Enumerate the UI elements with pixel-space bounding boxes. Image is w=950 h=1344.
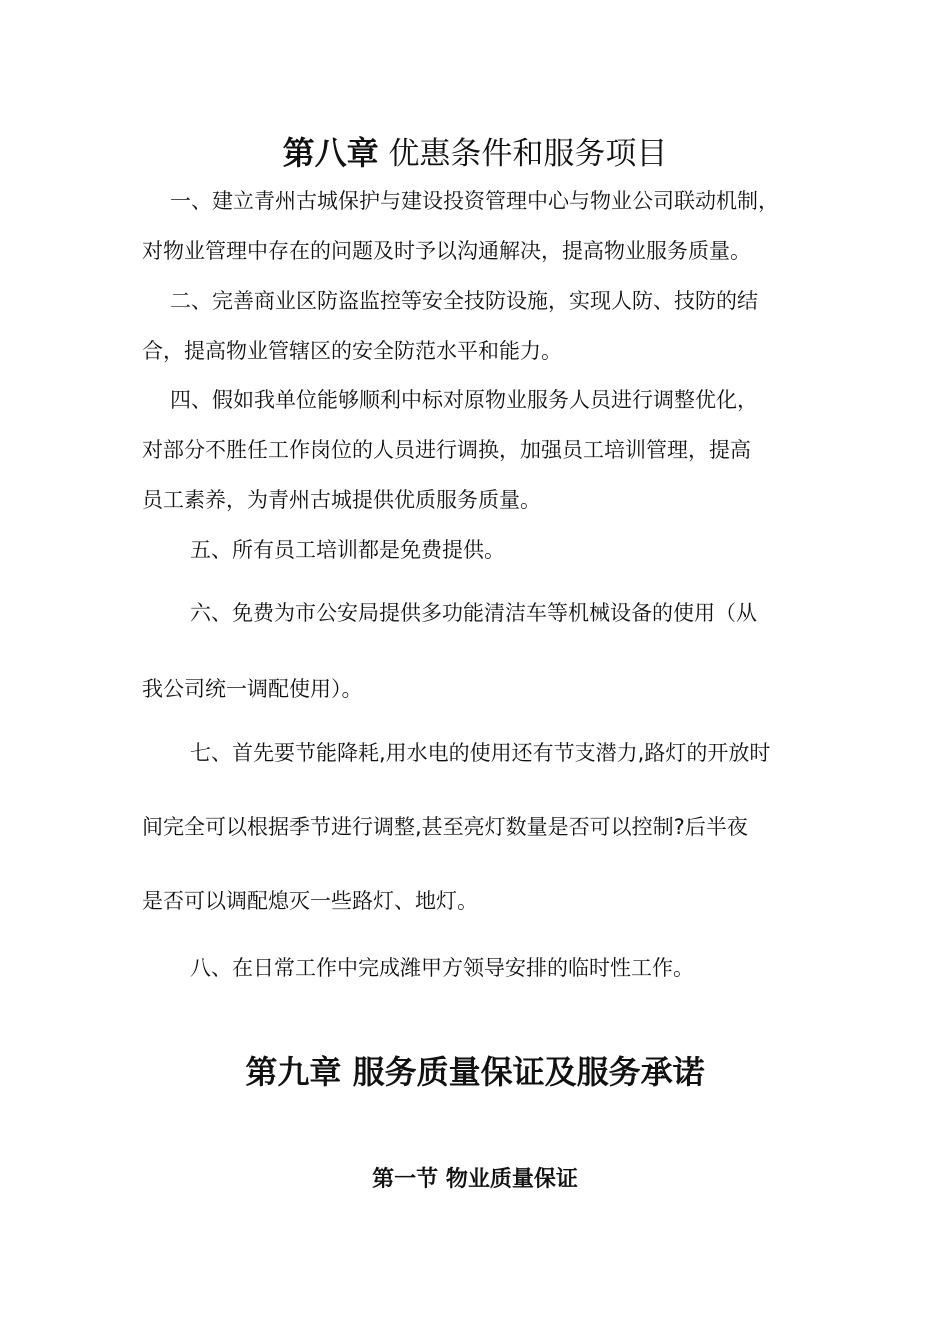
paragraph-line: 六、免费为市公安局提供多功能清洁车等机械设备的使用（从 bbox=[190, 601, 757, 625]
paragraph-line: 合，提高物业管辖区的安全防范水平和能力。 bbox=[142, 339, 562, 363]
paragraph-line: 员工素养，为青州古城提供优质服务质量。 bbox=[142, 488, 541, 512]
paragraph-line: 四、假如我单位能够顺利中标对原物业服务人员进行调整优化， bbox=[170, 388, 758, 412]
chapter-9-heading: 第九章 服务质量保证及服务承诺 bbox=[245, 1053, 705, 1091]
chapter-8-heading bbox=[0, 128, 950, 174]
paragraph-line: 一、建立青州古城保护与建设投资管理中心与物业公司联动机制， bbox=[170, 189, 779, 213]
paragraph-line: 对部分不胜任工作岗位的人员进行调换，加强员工培训管理，提高 bbox=[142, 438, 751, 462]
paragraph-line: 我公司统一调配使用）。 bbox=[142, 677, 363, 701]
paragraph-line: 间完全可以根据季节进行调整,甚至亮灯数量是否可以控制?后半夜 bbox=[142, 815, 748, 839]
paragraph-line: 二、完善商业区防盗监控等安全技防设施，实现人防、技防的结 bbox=[170, 289, 758, 313]
paragraph-line: 七、首先要节能降耗,用水电的使用还有节支潜力,路灯的开放时 bbox=[190, 741, 771, 765]
section-1-heading: 第一节 物业质量保证 bbox=[372, 1167, 578, 1192]
chapter-8-number: 第八章 bbox=[282, 134, 379, 172]
paragraph-line: 对物业管理中存在的问题及时予以沟通解决，提高物业服务质量。 bbox=[142, 239, 751, 263]
paragraph-line: 是否可以调配熄灭一些路灯、地灯。 bbox=[142, 889, 478, 913]
chapter-8-title: 优惠条件和服务项目 bbox=[378, 136, 668, 172]
paragraph-line: 八、在日常工作中完成潍甲方领导安排的临时性工作。 bbox=[190, 956, 694, 980]
paragraph-line: 五、所有员工培训都是免费提供。 bbox=[190, 538, 505, 562]
